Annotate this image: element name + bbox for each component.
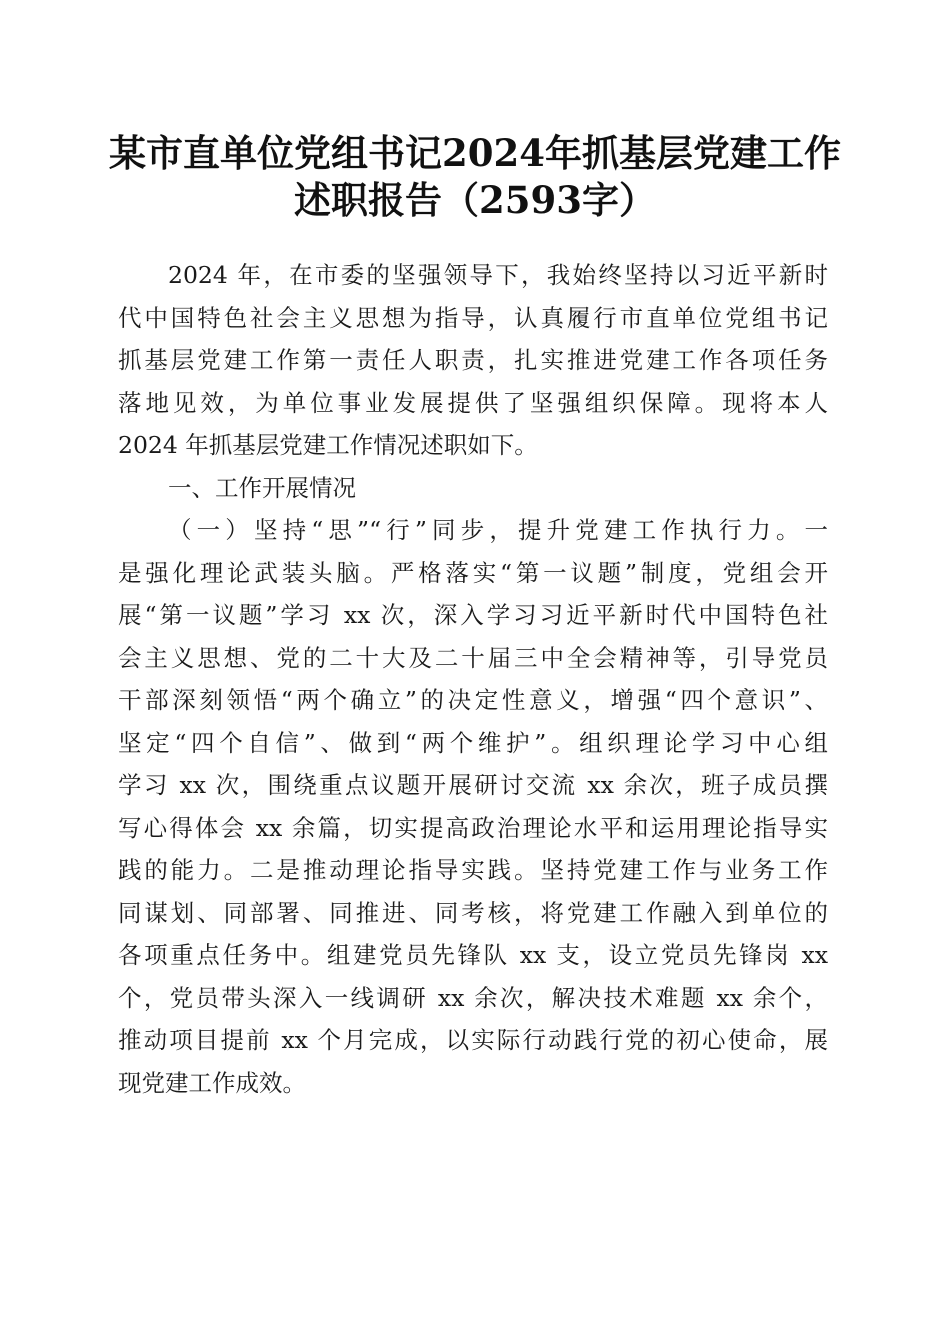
paragraph-line: 写心得体会 xx 余篇，切实提高政治理论水平和运用理论指导实 xyxy=(118,813,828,842)
title-line-1: 某市直单位党组书记2024年抓基层党建工作 xyxy=(109,131,841,175)
paragraph-line: 会主义思想、党的二十大及二十届三中全会精神等，引导党员 xyxy=(118,643,828,672)
paragraph-line: 个，党员带头深入一线调研 xx 余次，解决技术难题 xx 余个， xyxy=(118,983,828,1012)
intro-line: 2024 年抓基层党建工作情况述职如下。 xyxy=(118,431,538,459)
paragraph-line: 坚定“四个自信”、做到“两个维护”。组织理论学习中心组 xyxy=(118,728,828,757)
intro-line: 落地见效，为单位事业发展提供了坚强组织保障。现将本人 xyxy=(118,388,828,417)
paragraph-line: 是强化理论武装头脑。严格落实“第一议题”制度，党组会开 xyxy=(118,558,828,587)
title-line-2: 述职报告（2593字） xyxy=(294,178,656,222)
paragraph-line: 学习 xx 次，围绕重点议题开展研讨交流 xx 余次，班子成员撰 xyxy=(118,771,828,799)
paragraph-line: 践的能力。二是推动理论指导实践。坚持党建工作与业务工作 xyxy=(118,856,828,884)
document-body xyxy=(118,254,828,1104)
paragraph-line: 各项重点任务中。组建党员先锋队 xx 支，设立党员先锋岗 xx xyxy=(118,941,828,969)
paragraph-line: 展“第一议题”学习 xx 次，深入学习习近平新时代中国特色社 xyxy=(118,601,828,629)
paragraph-line: 同谋划、同部署、同推进、同考核，将党建工作融入到单位的 xyxy=(118,898,828,927)
paragraph-line: （一）坚持“思”“行”同步，提升党建工作执行力。一 xyxy=(168,516,828,544)
document-title xyxy=(100,130,850,224)
paragraph-line: 推动项目提前 xx 个月完成，以实际行动践行党的初心使命，展 xyxy=(118,1026,828,1054)
intro-line: 抓基层党建工作第一责任人职责，扎实推进党建工作各项任务 xyxy=(118,346,828,374)
section-heading: 一、工作开展情况 xyxy=(168,473,356,502)
paragraph-line: 干部深刻领悟“两个确立”的决定性意义，增强“四个意识”、 xyxy=(118,686,828,714)
section-1-paragraph xyxy=(118,509,828,1104)
intro-line: 代中国特色社会主义思想为指导，认真履行市直单位党组书记 xyxy=(118,303,828,332)
intro-paragraph xyxy=(118,254,828,467)
intro-line: 2024 年，在市委的坚强领导下，我始终坚持以习近平新时 xyxy=(168,261,828,289)
paragraph-line: 现党建工作成效。 xyxy=(118,1068,306,1097)
